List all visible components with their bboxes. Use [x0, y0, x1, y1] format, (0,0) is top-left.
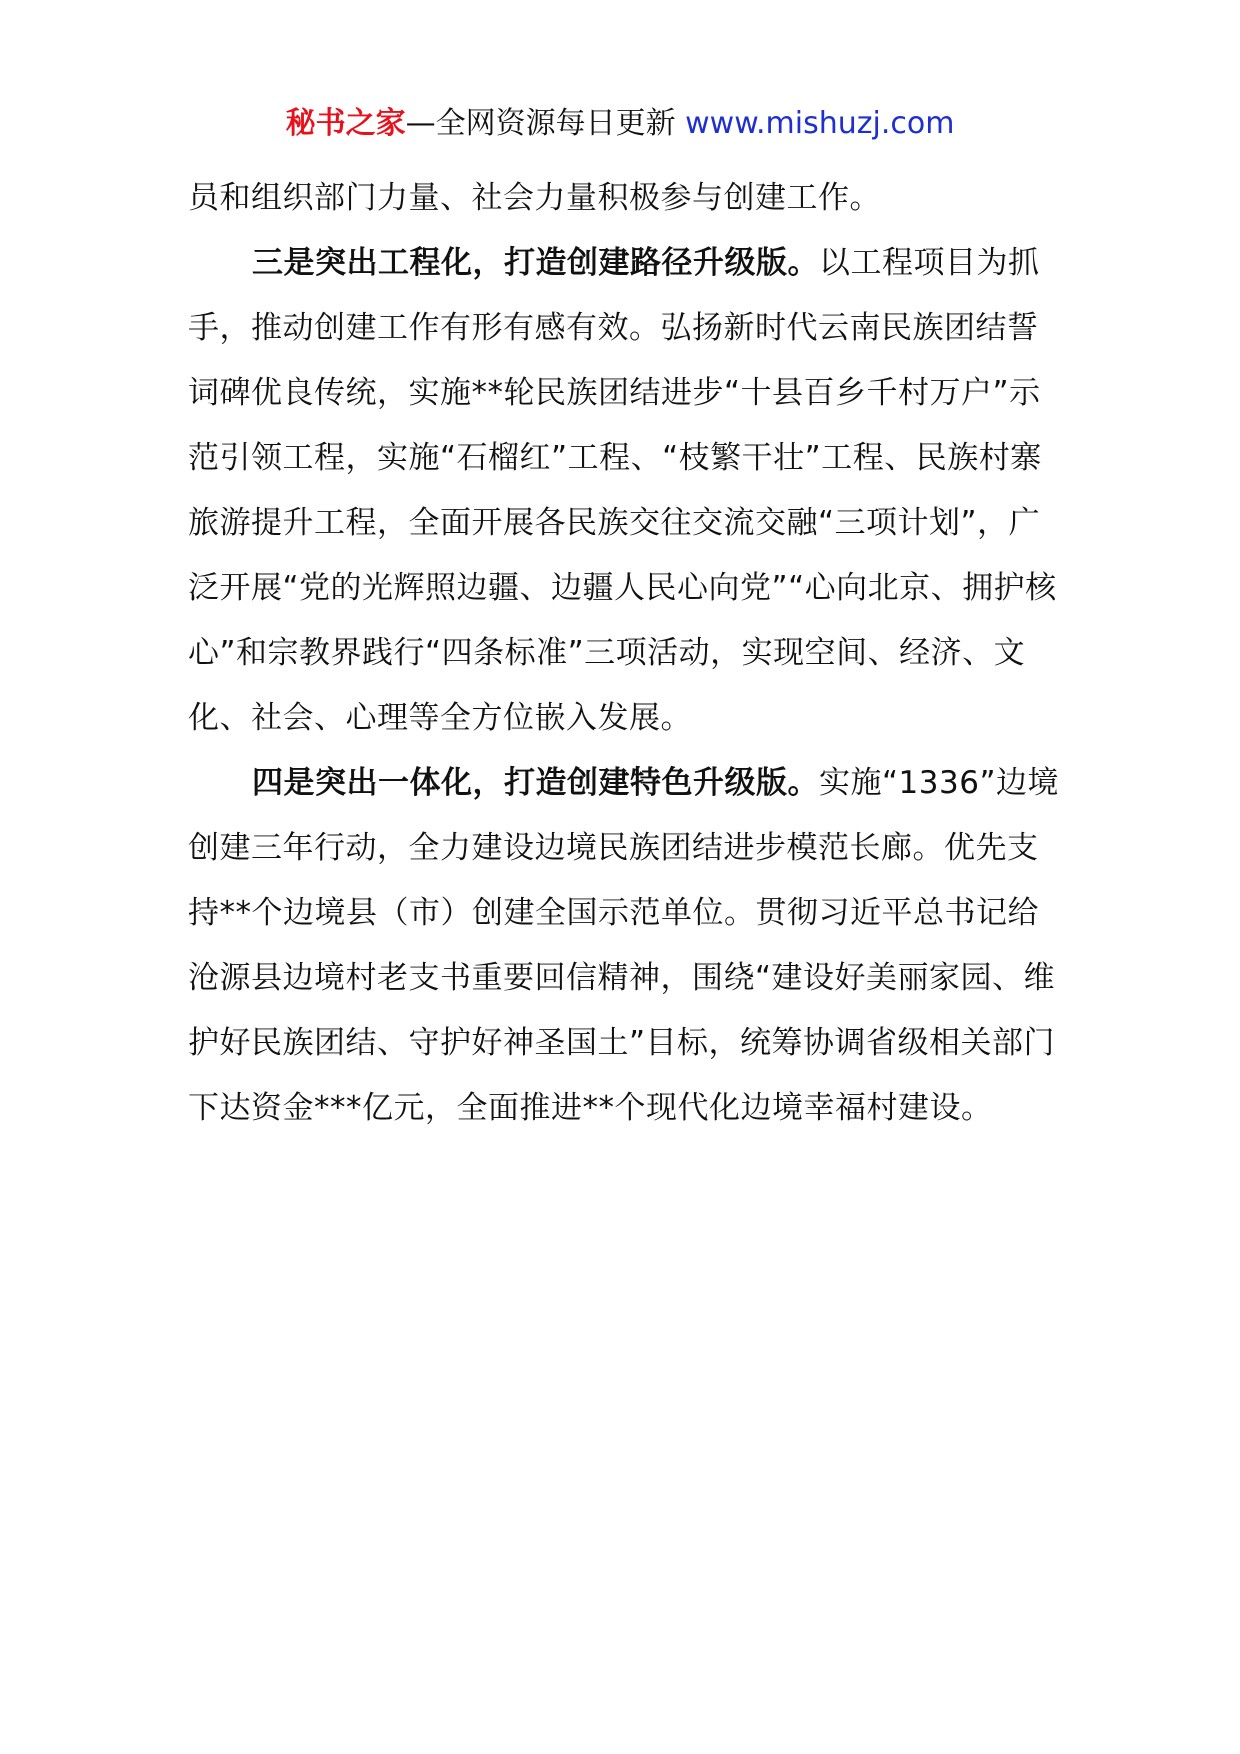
paragraph-text: 以工程项目为抓手，推动创建工作有形有感有效。弘扬新时代云南民族团结誓词碑优良传统，实施**轮民族团结进步“十县百乡千村万户”示范引领工程，实施“石榴红”工程、“枝繁干壮”工程、民族村寨旅游提升工程，全面开展各民族交往交流交融“三项计划”，广泛开展“党的光辉照边疆、边疆人民心向党”“心向北京、拥护核心”和宗教界践行“四条标准”三项活动，实现空间、经济、文化、社会、心理等全方位嵌入发展。	[188, 245, 1057, 736]
paragraph-text: 实施“1336”边境创建三年行动，全力建设边境民族团结进步模范长廊。优先支持**个边境县（市）创建全国示范单位。贯彻习近平总书记给沧源县边境村老支书重要回信精神，围绕“建设好美丽家园、维护好民族团结、守护好神圣国土”目标，统筹协调省级相关部门下达资金***亿元，全面推进**个现代化边境幸福村建设。	[188, 765, 1060, 1126]
brand-name: 秘书之家	[285, 106, 406, 141]
site-url-link[interactable]: www.mishuzj.com	[685, 106, 955, 141]
paragraph-engineering	[188, 231, 1068, 751]
paragraph-heading: 四是突出一体化，打造创建特色升级版。	[252, 765, 819, 801]
page-header	[0, 102, 1240, 146]
paragraph-heading: 三是突出工程化，打造创建路径升级版。	[252, 245, 819, 281]
continuation-paragraph: 员和组织部门力量、社会力量积极参与创建工作。	[188, 180, 881, 216]
document-body	[188, 166, 1068, 1141]
header-tagline: —全网资源每日更新	[405, 106, 686, 141]
paragraph-integration	[188, 751, 1068, 1141]
